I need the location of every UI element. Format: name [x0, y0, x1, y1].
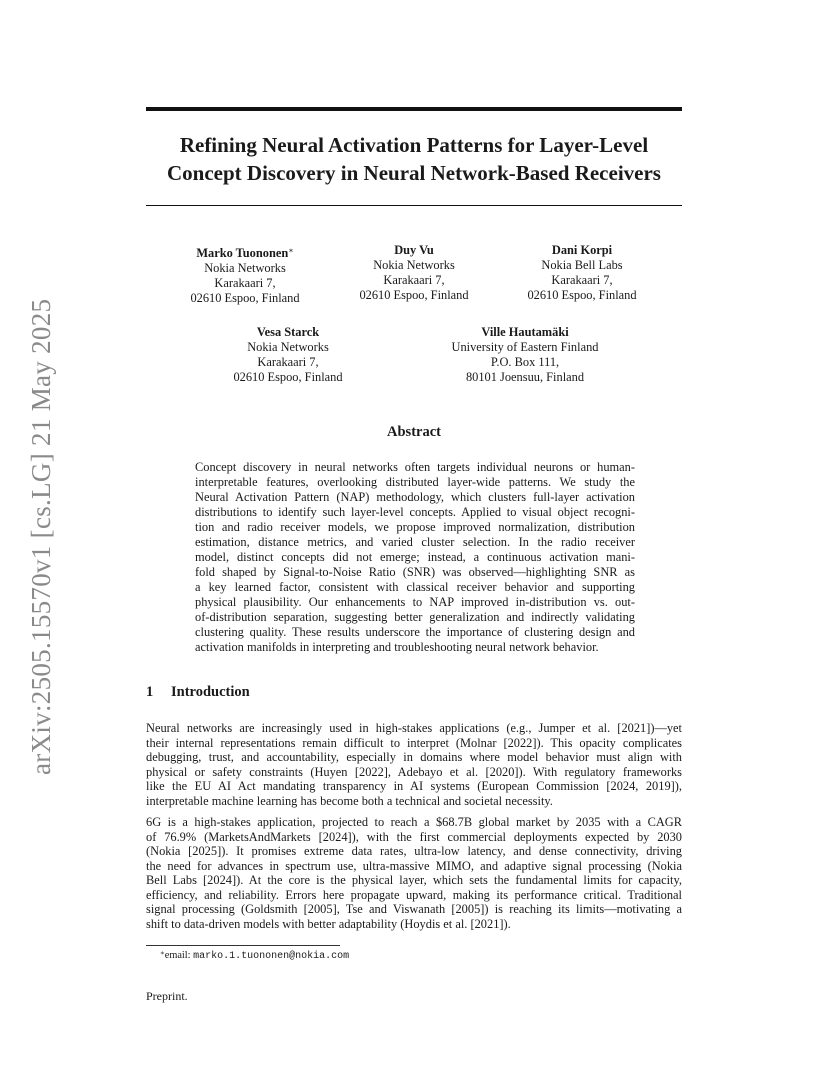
paragraph-line: of 76.9% (MarketsAndMarkets [2024]), with the first commercial deployments expected by 2030	[146, 829, 682, 844]
abstract-line: of-distribution separation, suggesting better generalization and indirectly validating	[195, 610, 635, 624]
abstract-heading: Abstract	[387, 424, 441, 440]
author-name: Vesa Starck	[256, 325, 320, 339]
preprint-label: Preprint.	[146, 989, 188, 1003]
paragraph-line: interpretable machine learning has become both a technical and societal necessity.	[146, 793, 553, 808]
abstract-line: interpretable features, overlooking distributed layer-wide patterns. We study the	[195, 475, 635, 489]
author-city: 02610 Espoo, Finland	[190, 291, 300, 305]
author-address: Karakaari 7,	[551, 273, 613, 287]
paragraph-line: 6G is a high-stakes application, projected to reach a $68.7B global market by 2035 with a CAGR	[146, 815, 682, 829]
section-heading-introduction	[146, 684, 250, 701]
abstract-line: estimation, distance metrics, and varied cluster selection. In the radio receiver	[195, 535, 635, 549]
author-address: P.O. Box 111,	[490, 355, 560, 369]
paragraph-line: shift to data-driven models with better adaptability (Hoydis et al. [2021]).	[146, 916, 511, 931]
author-address: Karakaari 7,	[214, 276, 276, 290]
abstract-line: Neural Activation Pattern (NAP) methodology, which clusters full-layer activation	[195, 490, 635, 504]
author-address: Karakaari 7,	[257, 355, 319, 369]
section-title: Introduction	[171, 684, 250, 700]
author-name: Duy Vu	[394, 243, 434, 257]
author-name: Ville Hautamäki	[481, 325, 569, 339]
abstract-body	[195, 460, 635, 655]
abstract-line: activation manifolds in interpreting and troubleshooting neural network behavior.	[195, 640, 599, 654]
author-city: 02610 Espoo, Finland	[527, 288, 637, 302]
abstract-line: Concept discovery in neural networks often targets individual neurons or human-	[195, 460, 635, 474]
footnote	[160, 949, 349, 962]
abstract-line: tion and radio receiver models, we propose improved normalization, distribution	[195, 520, 635, 534]
footnote-label: email:	[164, 950, 194, 961]
author-name: Dani Korpi	[551, 243, 613, 257]
section-number: 1	[146, 684, 154, 700]
author-city: 80101 Joensuu, Finland	[465, 370, 585, 384]
abstract-line: a key learned factor, consistent with classical receiver behavior and supporting	[195, 580, 635, 594]
abstract-line: distributions to identify such layer-level concepts. Applied to visual object recogni-	[195, 505, 635, 519]
author-affiliation: Nokia Bell Labs	[541, 258, 623, 272]
paragraph-line: Neural networks are increasingly used in high-stakes applications (e.g., Jumper et al. [2021])—yet	[146, 721, 682, 735]
title-bottom-rule	[146, 205, 682, 206]
author-block-2	[339, 243, 489, 303]
paper-title	[146, 131, 682, 187]
author-affiliation: Nokia Networks	[247, 340, 329, 354]
author-block-4	[213, 325, 363, 385]
author-block-1	[170, 243, 320, 306]
author-affiliation: Nokia Networks	[373, 258, 455, 272]
footnote-email: marko.1.tuononen@nokia.com	[193, 951, 350, 962]
paragraph-line: Bell Labs [2024]). At the core is the physical layer, which sets the fundamental limits for capacity,	[146, 873, 682, 887]
author-block-5	[425, 325, 625, 385]
abstract-line: physical plausibility. Our enhancements to NAP improved in-distribution vs. out-	[195, 595, 635, 609]
paragraph-line: like the EU AI Act mandating transparency in AI systems (European Commission [2024, 2019]),	[146, 779, 682, 793]
author-affiliation: University of Eastern Finland	[451, 340, 599, 354]
abstract-line: clustering quality. These results underscore the importance of clustering design and	[195, 625, 635, 639]
intro-paragraph-1	[146, 721, 682, 808]
footnote-rule	[146, 945, 340, 946]
paragraph-line: their internal representations remain difficult to interpret (Molnar [2022]). This opacity complicates	[146, 735, 682, 750]
arxiv-identifier: arXiv:2505.15570v1 [cs.LG] 21 May 2025	[26, 298, 56, 775]
arxiv-stamp	[18, 295, 58, 775]
author-city: 02610 Espoo, Finland	[359, 288, 469, 302]
title-line-1: Refining Neural Activation Patterns for Layer-Level	[179, 133, 649, 157]
author-address: Karakaari 7,	[383, 273, 445, 287]
author-name: Marko Tuononen∗	[196, 246, 294, 260]
paragraph-line: efficiency, and reliability. Errors here propagate upward, making its performance critical. Traditional	[146, 887, 682, 902]
title-line-2: Concept Discovery in Neural Network-Based Receivers	[167, 161, 661, 185]
intro-paragraph-2	[146, 815, 682, 931]
abstract-line: fold shaped by Signal-to-Noise Ratio (SNR) was observed—highlighting SNR as	[195, 565, 635, 579]
title-top-rule	[146, 107, 682, 111]
paragraph-line: debugging, trust, and accountability, especially in domains where model behavior must align with	[146, 750, 682, 764]
author-block-3	[507, 243, 657, 303]
author-affiliation: Nokia Networks	[204, 261, 286, 275]
footnote-mark: ∗	[160, 949, 165, 957]
author-city: 02610 Espoo, Finland	[233, 370, 343, 384]
corresponding-author-mark: ∗	[288, 246, 294, 255]
paragraph-line: (Nokia [2025]). It promises extreme data rates, ultra-low latency, and dense connectivity, driving	[146, 844, 682, 858]
paragraph-line: physical or safety constraints (Huyen [2022], Adebayo et al. [2020]). With regulatory frameworks	[146, 764, 682, 779]
paragraph-line: the need for advances in spectrum use, ultra-massive MIMO, and adaptive signal processing (Nokia	[146, 858, 682, 873]
paragraph-line: signal processing (Goldsmith [2005], Tse and Viswanath [2005]) is reaching its limits—motivating a	[146, 902, 682, 916]
abstract-line: model, distinct concepts did not emerge; instead, a continuous activation mani-	[195, 550, 635, 564]
